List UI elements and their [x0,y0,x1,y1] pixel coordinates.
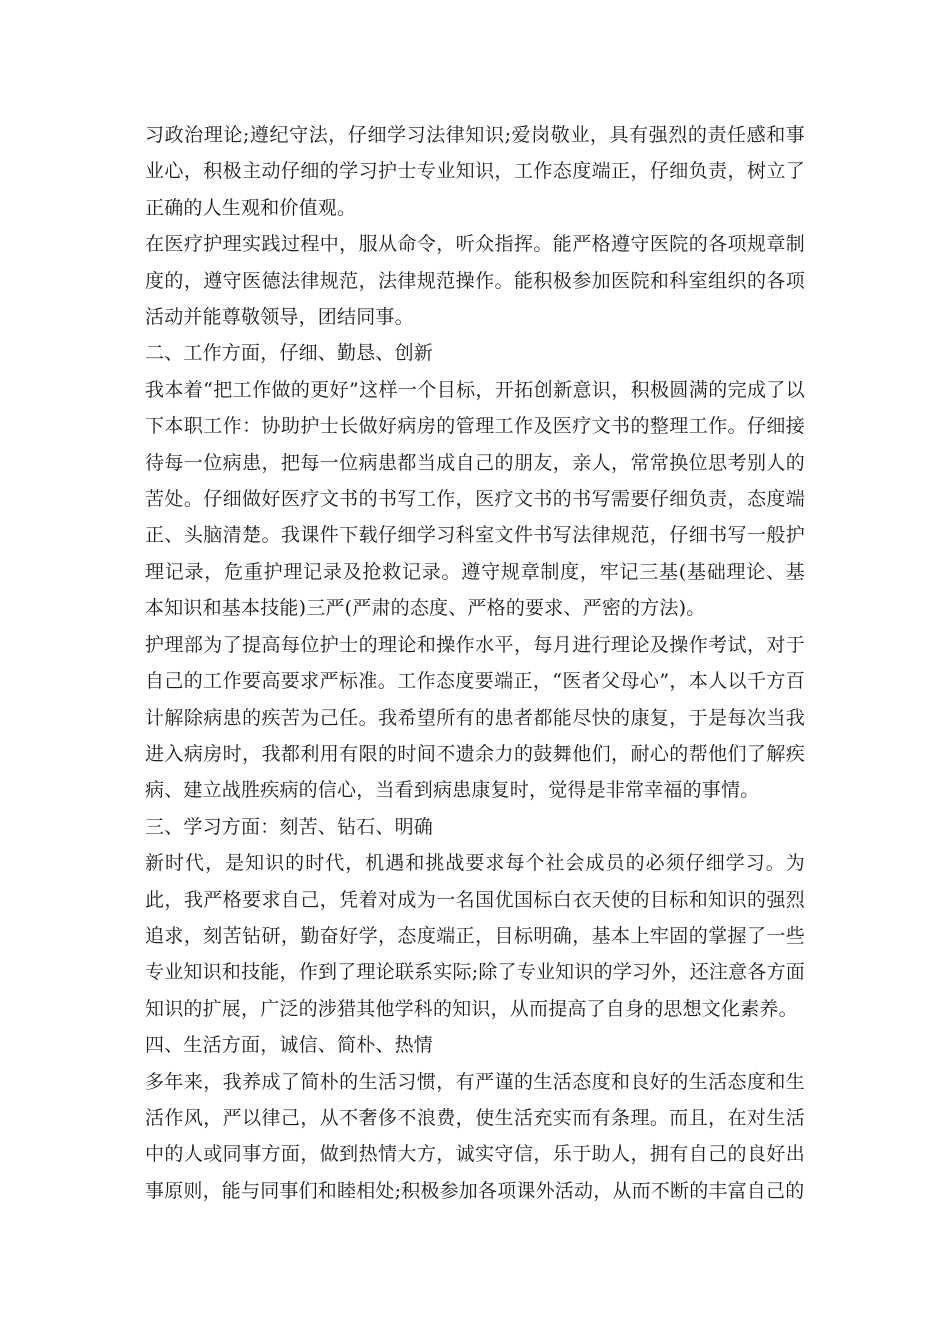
paragraph-nursing-attitude: 护理部为了提高每位护士的理论和操作水平，每月进行理论及操作考试，对于自己的工作要高要求严标准。工作态度要端正，“医者父母心”，本人以千方百计解除病患的疾苦为己任。我希望所有的患者都能尽快的康复，于是每次当我进入病房时，我都利用有限的时间不遗余力的鼓舞他们，耐心的帮他们了解疾病、建立战胜疾病的信心，当看到病患康复时，觉得是非常幸福的事情。 [145,633,805,802]
section-heading-study: 三、学习方面：刻苦、钻石、明确 [145,815,434,838]
section-heading-life: 四、生活方面，诚信、简朴、热情 [145,1034,434,1057]
paragraph-work-duties: 我本着“把工作做的更好”这样一个目标，开拓创新意识，积极圆满的完成了以下本职工作：协助护士长做好病房的管理工作及医疗文书的整理工作。仔细接待每一位病患，把每一位病患都当成自己的朋友，亲人，常常换位思考别人的苦处。仔细做好医疗文书的书写工作，医疗文书的书写需要仔细负责，态度端正、头脑清楚。我课件下载仔细学习科室文件书写法律规范，仔细书写一般护理记录，危重护理记录及抢救记录。遵守规章制度，牢记三基(基础理论、基本知识和基本技能)三严(严肃的态度、严格的要求、严密的方法)。 [145,378,805,620]
paragraph-political-study: 习政治理论;遵纪守法，仔细学习法律知识;爱岗敬业，具有强烈的责任感和事业心，积极主动仔细的学习护士专业知识，工作态度端正，仔细负责，树立了正确的人生观和价值观。 [145,124,805,219]
paragraph-study: 新时代，是知识的时代，机遇和挑战要求每个社会成员的必须仔细学习。为此，我严格要求自己，凭着对成为一名国优国标白衣天使的目标和知识的强烈追求，刻苦钻研，勤奋好学，态度端正，目标明确，基本上牢固的掌握了一些专业知识和技能，作到了理论联系实际;除了专业知识的学习外，还注意各方面知识的扩展，广泛的涉猎其他学科的知识，从而提高了自身的思想文化素养。 [145,852,805,1020]
paragraph-life: 多年来，我养成了简朴的生活习惯，有严谨的生活态度和良好的生活态度和生活作风，严以律己，从不奢侈不浪费，使生活充实而有条理。而且，在对生活中的人或同事方面，做到热情大方，诚实守信，乐于助人，拥有自己的良好出事原则，能与同事们和睦相处;积极参加各项课外活动，从而不断的丰富自己的 [145,1070,805,1202]
document-body [145,117,805,1209]
section-heading-work: 二、工作方面，仔细、勤恳、创新 [145,342,434,365]
paragraph-medical-practice: 在医疗护理实践过程中，服从命令，听众指挥。能严格遵守医院的各项规章制度的，遵守医德法律规范，法律规范操作。能积极参加医院和科室组织的各项活动并能尊敬领导，团结同事。 [145,233,805,329]
